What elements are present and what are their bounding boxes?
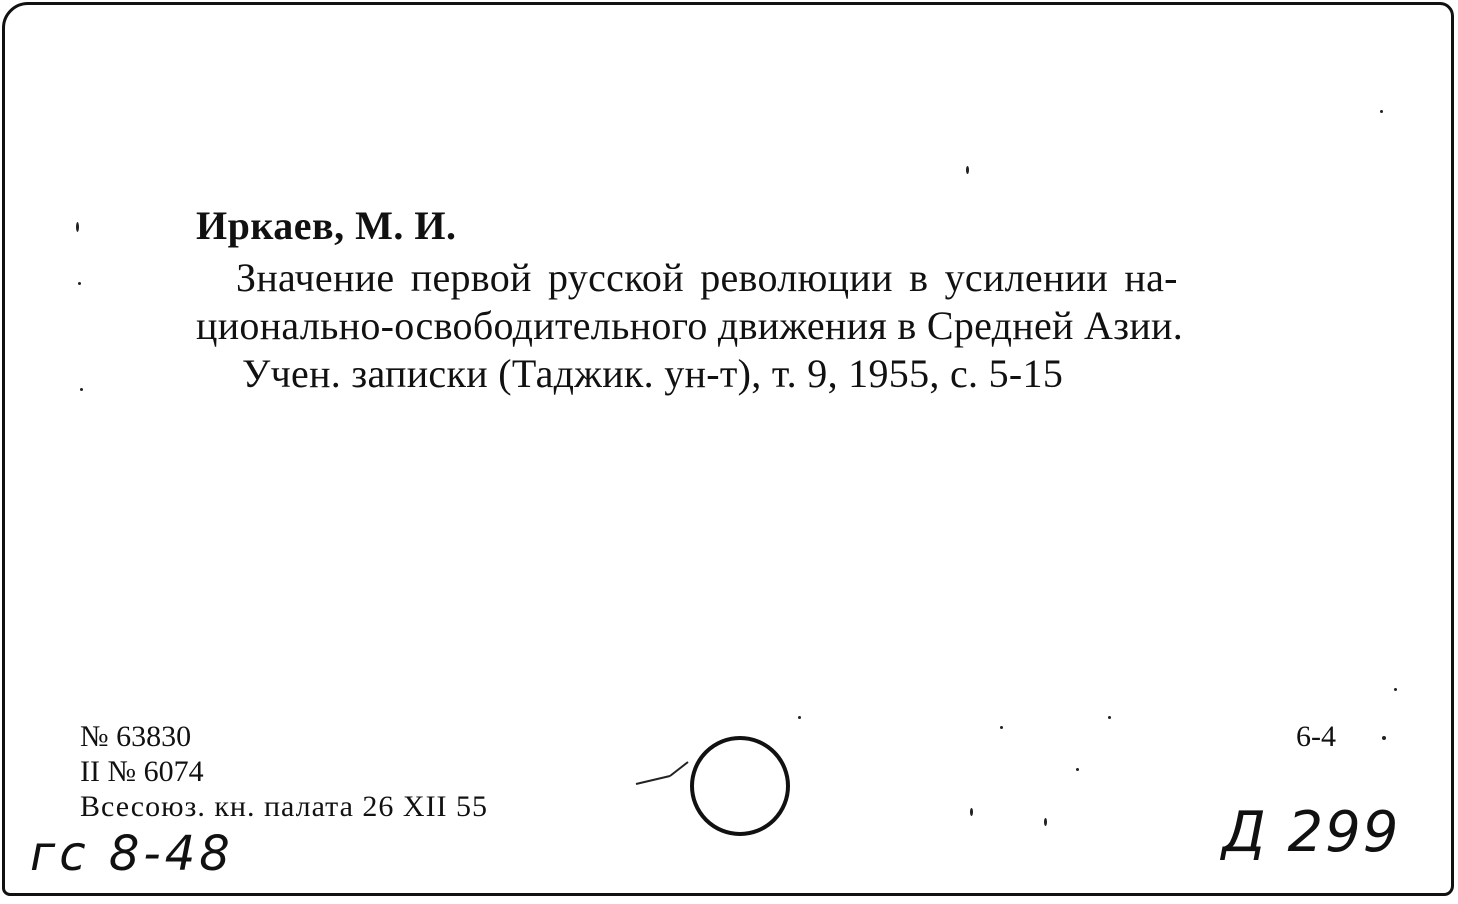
second-number: II № 6074 <box>80 755 204 788</box>
speck <box>76 222 79 232</box>
speck <box>1044 818 1047 826</box>
speck <box>1382 736 1386 740</box>
source-line: Учен. записки (Таджик. ун-т), т. 9, 1955, с. 5-15 <box>242 351 1064 396</box>
publisher-line: Всесоюз. кн. палата 26 XII 55 <box>80 790 489 823</box>
speck <box>78 282 81 285</box>
speck <box>1000 726 1003 729</box>
title-line-2: ционально-освободительного движения в Средней Азии. <box>196 303 1184 348</box>
speck <box>1380 110 1383 113</box>
speck <box>80 388 83 391</box>
speck <box>970 808 973 816</box>
title-line-1: Значение первой русской революции в усилении на- <box>236 255 1178 300</box>
speck <box>1394 688 1397 691</box>
classification-code: 6-4 <box>1296 720 1336 753</box>
speck <box>966 166 969 174</box>
speck <box>1076 768 1079 771</box>
circle-icon <box>630 720 810 850</box>
handwritten-code-right: Д 299 <box>1222 800 1401 865</box>
speck <box>1108 716 1111 719</box>
author-name: Иркаев, М. И. <box>196 203 457 248</box>
handwritten-code-left: гс 8-48 <box>30 826 234 882</box>
record-number: № 63830 <box>80 720 192 753</box>
speck <box>798 716 801 719</box>
